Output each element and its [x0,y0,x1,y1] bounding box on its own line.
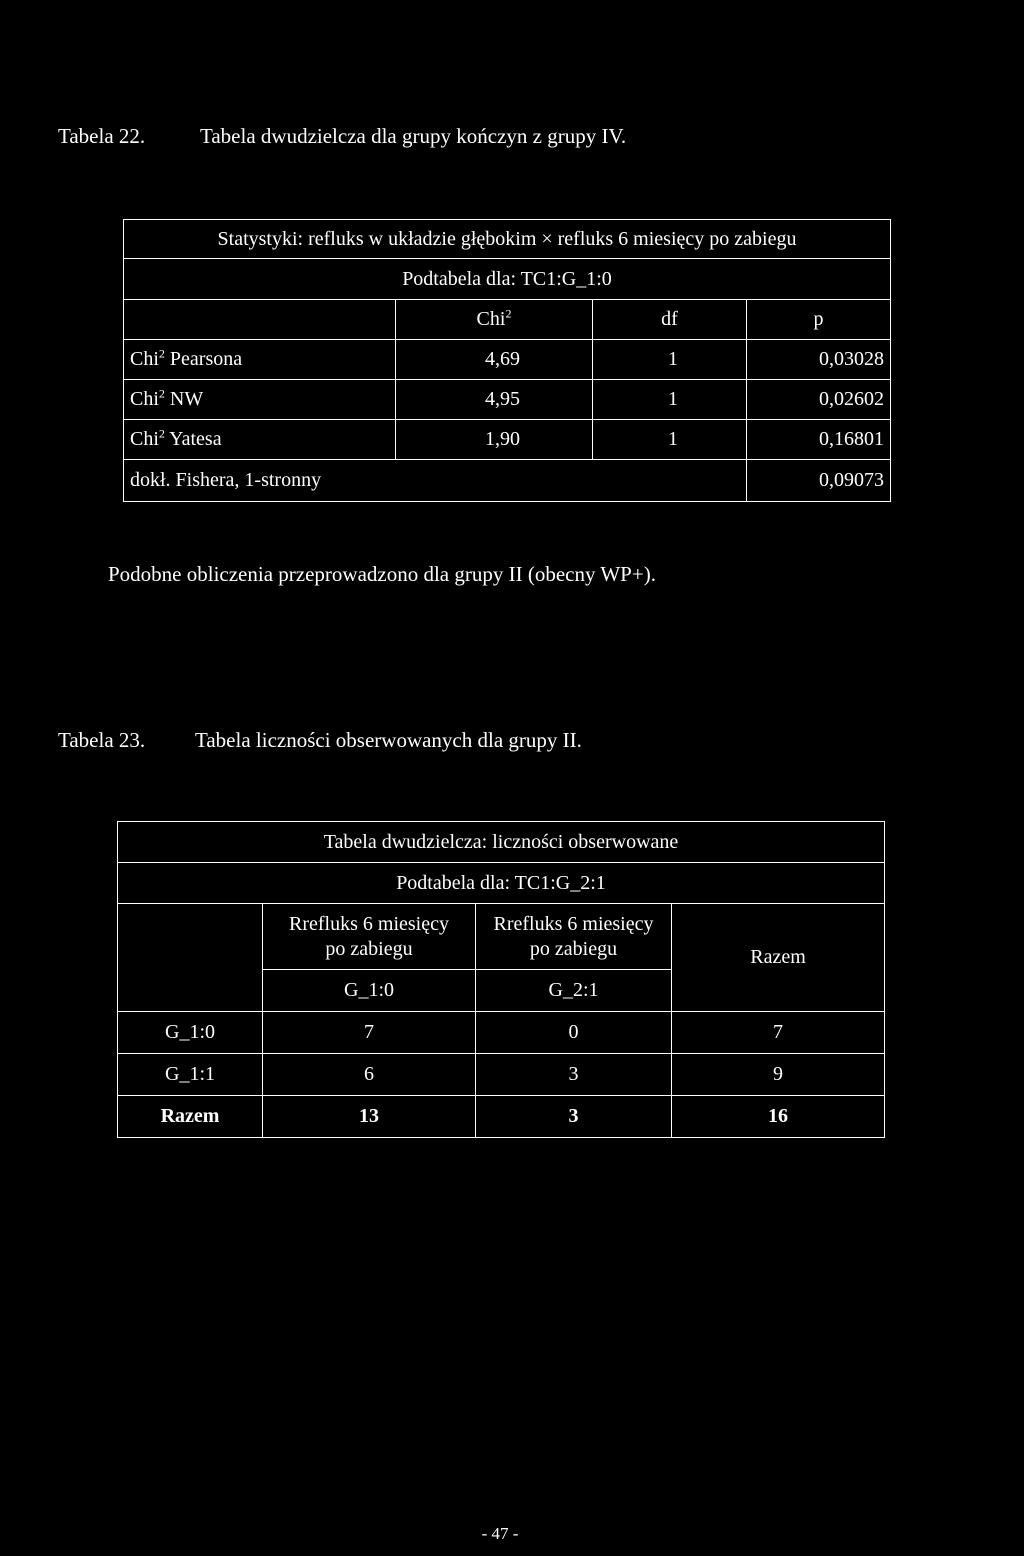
table22-caption-text: Tabela dwudzielcza dla grupy kończyn z grupy IV. [200,124,627,148]
table22-title: Statystyki: refluks w układzie głębokim × refluks 6 miesięcy po zabiegu [124,220,891,259]
row-label: Chi$^2$ Yatesa [124,420,396,460]
table23-col-code: G_2:1 [476,970,672,1012]
row-label: Chi$^2$ NW [124,380,396,420]
table23-col-header: Rrefluks 6 miesięcy po zabiegu [476,904,672,970]
p-value: 0,02602 [747,380,891,420]
fisher-p-value: 0,09073 [747,460,891,502]
count-cell: 7 [263,1012,476,1054]
fisher-empty [396,460,593,502]
count-cell: 0 [476,1012,672,1054]
row-label: G_1:1 [118,1054,263,1096]
table22-header-row [124,300,891,340]
table23-title: Tabela dwudzielcza: liczności obserwowane [118,822,885,863]
table22-subtitle: Podtabela dla: TC1:G_1:0 [124,259,891,300]
table22-header-p: p [747,300,891,340]
chi-value: 4,69 [396,340,593,380]
chi-value: 1,90 [396,420,593,460]
table22-header-chi: Chi$^2$ [396,300,593,340]
chi-value: 4,95 [396,380,593,420]
df-value: 1 [593,340,747,380]
row-label: Chi$^2$ Pearsona [124,340,396,380]
table-row [118,1054,885,1096]
table23-caption-text: Tabela liczności obserwowanych dla grupy II. [195,728,582,752]
table-row [124,420,891,460]
count-cell: 6 [263,1054,476,1096]
table23 [117,821,885,1138]
table23-caption-number: Tabela 23. [58,728,146,752]
count-cell: 3 [476,1096,672,1138]
table22-caption [58,124,626,149]
table23-header-row [118,904,885,970]
paragraph: Podobne obliczenia przeprowadzono dla grupy II (obecny WP+). [108,562,656,586]
table23-subtitle: Podtabela dla: TC1:G_2:1 [118,863,885,904]
fisher-empty [593,460,747,502]
table22-caption-number: Tabela 22. [58,124,146,148]
fisher-label: dokł. Fishera, 1-stronny [124,460,396,502]
table23-col-code: G_1:0 [263,970,476,1012]
table-row [118,1012,885,1054]
table22-header-empty [124,300,396,340]
count-cell: 13 [263,1096,476,1138]
page-number: - 47 - [481,1524,519,1543]
row-label: Razem [118,1096,263,1138]
table-row [124,380,891,420]
table22-fisher-row [124,460,891,502]
table22 [123,219,891,502]
table23-col-header: Rrefluks 6 miesięcy po zabiegu [263,904,476,970]
p-value: 0,16801 [747,420,891,460]
row-label: G_1:0 [118,1012,263,1054]
df-value: 1 [593,420,747,460]
total-cell: 16 [672,1096,885,1138]
table23-total-row [118,1096,885,1138]
table23-header-empty [118,904,263,1012]
total-cell: 7 [672,1012,885,1054]
table23-total-header: Razem [672,904,885,1012]
table23-caption [58,728,582,753]
table-row [124,340,891,380]
p-value: 0,03028 [747,340,891,380]
df-value: 1 [593,380,747,420]
total-cell: 9 [672,1054,885,1096]
table22-header-df: df [593,300,747,340]
count-cell: 3 [476,1054,672,1096]
